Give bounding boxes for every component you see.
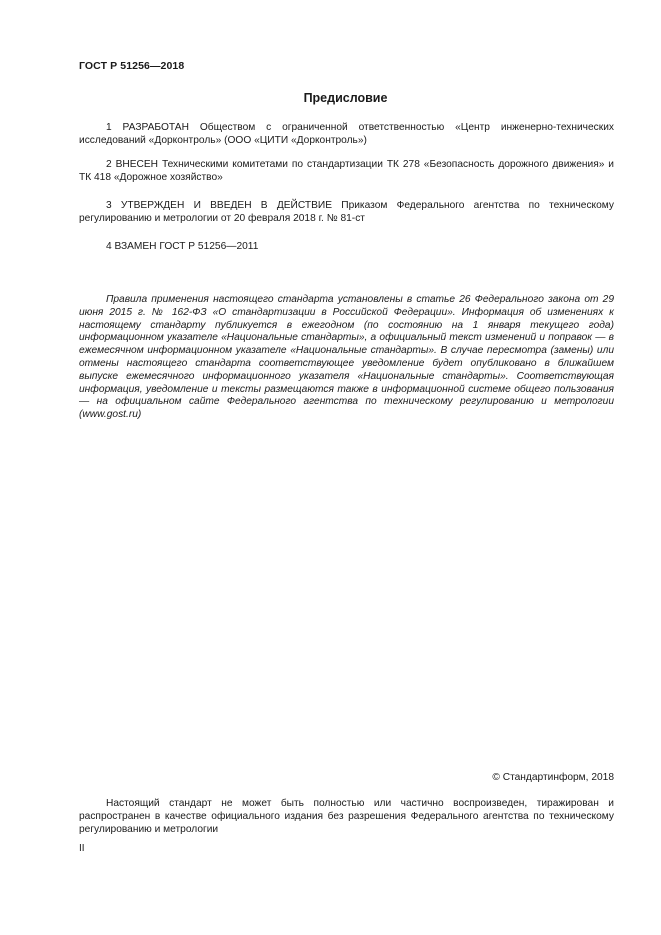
foreword-item-3-text: 3 УТВЕРЖДЕН И ВВЕДЕН В ДЕЙСТВИЕ Приказом Федерального агентства по техническому регулированию и метрологии от 20 февраля 2018 г. № 81-ст	[79, 200, 614, 225]
foreword-item-3	[79, 199, 614, 226]
foreword-item-2-text: 2 ВНЕСЕН Техническими комитетами по стандартизации ТК 278 «Безопасность дорожного движения» и ТК 418 «Дорожное хозяйство»	[79, 159, 614, 184]
foreword-item-1-text: 1 РАЗРАБОТАН Обществом с ограниченной ответственностью «Центр инженерно-технических исследований «Дорконтроль» (ООО «ЦИТИ «Дорконтроль»)	[79, 122, 614, 147]
foreword-item-4-text: 4 ВЗАМЕН ГОСТ Р 51256—2011	[106, 241, 259, 252]
page-title-text: Предисловие	[303, 91, 388, 105]
document-code: ГОСТ Р 51256—2018	[79, 60, 185, 72]
foreword-item-4	[79, 240, 614, 253]
copyright-notice: © Стандартинформ, 2018	[492, 772, 614, 783]
reproduction-notice	[79, 798, 614, 836]
foreword-item-1	[79, 121, 614, 148]
page-number: II	[79, 843, 85, 854]
reproduction-notice-text: Настоящий стандарт не может быть полностью или частично воспроизведен, тиражирован и распространен в качестве официального издания без разрешения Федерального агентства по техническому регулированию и метрологии	[79, 798, 614, 835]
page-title	[0, 91, 661, 105]
application-rules-note	[79, 294, 614, 422]
application-rules-text: Правила применения настоящего стандарта установлены в статье 26 Федерального закона от 29 июня 2015 г. № 162-ФЗ «О стандартизации в Российской Федерации». Информация об изменениях к настоящему стандарту публикуется в ежегодном (по состоянию на 1 января текущего года) информационном указателе «Национальные стандарты», а официальный текст изменений и поправок — в ежемесячном информационном указателе «Национальные стандарты». В случае пересмотра (замены) или отмены настоящего стандарта соответствующее уведомление будет опубликовано в ближайшем выпуске ежемесячного информационного указателя «Национальные стандарты». Соответствующая информация, уведомление и тексты размещаются также в информационной системе общего пользования — на официальном сайте Федерального агентства по техническому регулированию и метрологии (www.gost.ru)	[79, 294, 614, 421]
foreword-item-2	[79, 158, 614, 185]
